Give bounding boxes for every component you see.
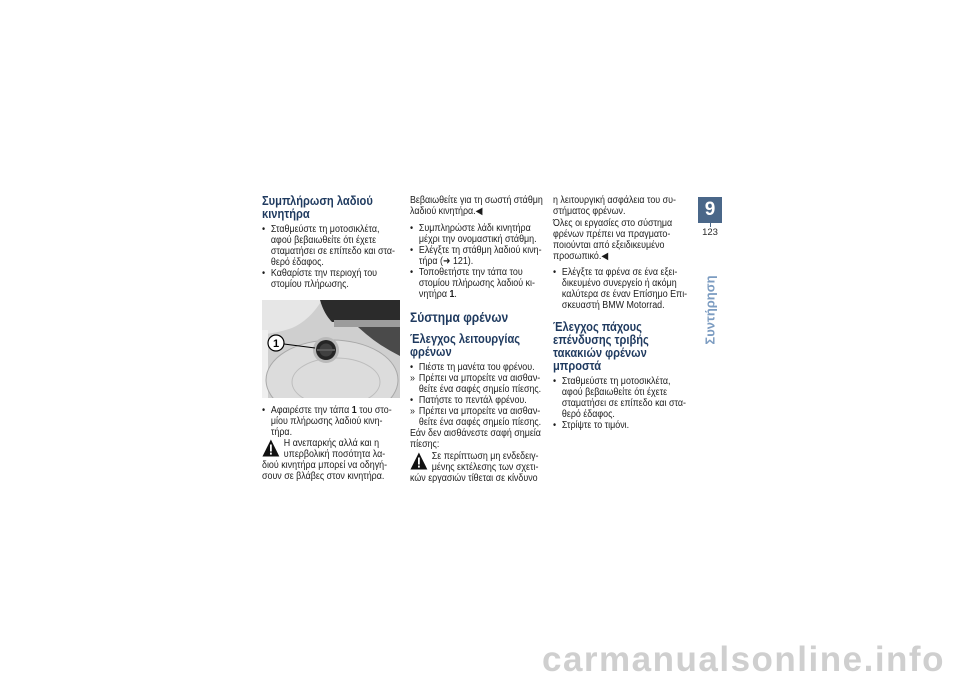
step-item: [410, 223, 552, 245]
cap-grip-slot: [317, 349, 335, 351]
oil-top-up-steps-after-warning: [410, 223, 552, 300]
text-segment: Αφαιρέστε την τάπα: [270, 405, 352, 416]
bullet-marker: •: [410, 267, 414, 278]
bullet-marker: •: [553, 420, 557, 431]
section-heading-line: φρένων: [410, 345, 452, 359]
text-line: τήρα.: [270, 427, 293, 438]
text-line: Στρίψτε το τιμόνι.: [561, 420, 630, 431]
bullet-marker: •: [262, 224, 266, 235]
chapter-number-tab: 9: [698, 197, 722, 223]
text-line: Ελέγξτε τα φρένα σε ένα εξει-: [561, 267, 678, 278]
step-item: [410, 362, 552, 373]
brake-work-warning-continued: [553, 195, 695, 217]
warning-icon: [410, 452, 428, 470]
warning-text-line: στήματος φρένων.: [553, 206, 626, 217]
brake-pad-check-steps: [553, 376, 695, 431]
text-line: αφού βεβαιωθείτε ότι έχετε: [561, 387, 668, 398]
warning-text-line: λαδιού κινητήρα.◀: [410, 206, 483, 217]
bullet-marker: •: [410, 245, 414, 256]
text-line: Πρέπει να μπορείτε να αισθαν-: [418, 406, 541, 417]
warning-text-line: προσωπικό.◀: [553, 251, 609, 262]
remove-cap-step: [262, 405, 404, 438]
step-item: [410, 267, 552, 300]
brake-work-warning: [410, 451, 552, 484]
bullet-marker: •: [553, 376, 557, 387]
section-heading-line: Έλεγχος λειτουργίας: [410, 332, 521, 346]
text-segment: νητήρα: [418, 289, 450, 300]
brakes-heading-block: [410, 310, 552, 326]
callout-label: 1: [272, 338, 280, 350]
text-line: τήρα (➜ 121).: [418, 256, 474, 267]
text-line: [419, 289, 553, 300]
text-line: Τοποθετήστε την τάπα του: [418, 267, 523, 278]
text-line: στομίου πλήρωσης λαδιού κι-: [418, 278, 535, 289]
section-heading-line: επένδυσης τριβής: [553, 333, 649, 347]
frame-shape: [320, 300, 400, 322]
bullet-marker: •: [553, 267, 557, 278]
warning-text-line: μένης εκτέλεσης των σχετι-: [431, 462, 539, 473]
warning-text-line: η λειτουργική ασφάλεια του συ-: [553, 195, 676, 206]
brake-function-check-steps: [410, 362, 552, 450]
bullet-marker: •: [410, 395, 414, 406]
warning-text-line: υπερβολική ποσότητα λα-: [283, 449, 386, 460]
brake-workshop-step: [553, 267, 695, 311]
step-item: [410, 245, 552, 267]
bullet-marker: •: [262, 268, 266, 279]
callout-reference: 1: [351, 405, 357, 416]
warning-text-line: διού κινητήρα μπορεί να οδηγή-: [262, 460, 388, 471]
page-number: 123: [702, 227, 718, 238]
step-item: [553, 420, 695, 431]
oil-level-warning-continued: [410, 195, 552, 217]
warning-text-line: Σε περίπτωση μη ενδεδειγ-: [431, 451, 539, 462]
warning-text-line: Η ανεπαρκής αλλά και η: [283, 438, 380, 449]
text-line: θερό έδαφος.: [561, 409, 615, 420]
text-line: αφού βεβαιωθείτε ότι έχετε: [270, 235, 377, 246]
text-line: στομίου πλήρωσης.: [270, 279, 349, 290]
text-line: μίου πλήρωσης λαδιού κινη-: [270, 416, 383, 427]
warning-text-line: ποιούνται από εξειδικευμένο: [553, 240, 665, 251]
section-heading-line: κινητήρα: [262, 207, 310, 221]
bullet-marker: •: [262, 405, 266, 416]
step-item: [553, 376, 695, 420]
section-heading-line: τακακιών φρένων: [553, 346, 647, 360]
brake-function-check-heading: [410, 333, 552, 359]
section-heading-line: μπροστά: [553, 359, 602, 373]
warning-text-line: Όλες οι εργασίες στο σύστημα: [553, 218, 673, 229]
text-line: Ελέγξτε τη στάθμη λαδιού κινη-: [418, 245, 542, 256]
text-line: θερό έδαφος.: [270, 257, 324, 268]
text-line: Πατήστε το πεντάλ φρένου.: [418, 395, 527, 406]
step-item: [262, 405, 404, 438]
chapter-section-heading: Σύστημα φρένων: [410, 310, 509, 325]
text-line: σταματήσει σε επίπεδο και στα-: [561, 398, 687, 409]
warning-text-line: κών εργασιών τίθεται σε κίνδυνο: [410, 473, 538, 484]
text-line: δικευμένο συνεργείο ή ακόμη: [561, 278, 677, 289]
text-line: σκευαστή BMW Motorrad.: [561, 300, 665, 311]
callout-reference: 1: [449, 289, 455, 300]
step-item: [410, 395, 552, 406]
result-marker: »: [410, 406, 415, 417]
text-line: Σταθμεύστε τη μοτοσικλέτα,: [561, 376, 671, 387]
engine-photo-drawing: [262, 300, 400, 398]
text-line: Σταθμεύστε τη μοτοσικλέτα,: [270, 224, 380, 235]
section-heading-line: Συμπλήρωση λαδιού: [262, 194, 373, 208]
warning-icon: [262, 439, 280, 457]
warning-text-line: σουν σε βλάβες στον κινητήρα.: [262, 471, 385, 482]
condition-text-line: Εάν δεν αισθάνεστε σαφή σημεία: [410, 428, 541, 439]
oil-top-up-heading: [262, 195, 404, 221]
result-item: [410, 406, 552, 428]
step-item: [262, 268, 404, 290]
text-line: σταματήσει σε επίπεδο και στα-: [270, 246, 396, 257]
step-item: [553, 267, 695, 311]
bullet-marker: •: [410, 362, 414, 373]
text-line: Συμπληρώστε λάδι κινητήρα: [418, 223, 531, 234]
engine-oil-filler-photo: [262, 300, 400, 398]
text-line: θείτε ένα σαφές σημείο πίεσης.: [418, 384, 542, 395]
text-segment: .: [454, 289, 457, 300]
warning-text-line: φρένων πρέπει να πραγματο-: [553, 229, 671, 240]
result-marker: »: [410, 373, 415, 384]
bracket-shape: [334, 320, 400, 327]
section-heading-line: Έλεγχος πάχους: [553, 320, 642, 334]
text-line: καλύτερα σε έναν Επίσημο Επι-: [561, 289, 688, 300]
text-line: θείτε ένα σαφές σημείο πίεσης.: [418, 417, 542, 428]
oil-level-warning: [262, 438, 404, 482]
text-line: Καθαρίστε την περιοχή του: [270, 268, 378, 279]
brake-pad-check-heading: [553, 321, 695, 373]
chapter-title-vertical: Συντήρηση: [702, 274, 718, 345]
text-line: Πιέστε τη μανέτα του φρένου.: [418, 362, 535, 373]
text-line: μέχρι την ονομαστική στάθμη.: [418, 234, 537, 245]
bullet-marker: •: [410, 223, 414, 234]
result-item: [410, 373, 552, 395]
step-item: [262, 224, 404, 268]
text-line: Πρέπει να μπορείτε να αισθαν-: [418, 373, 541, 384]
text-line: [271, 405, 405, 416]
brake-work-warning-note: [553, 218, 695, 262]
watermark: carmanualsonline.info: [542, 640, 945, 679]
text-segment: του στο-: [356, 405, 392, 416]
oil-top-up-steps-before-figure: [262, 224, 404, 290]
condition-text-line: πίεσης:: [410, 439, 440, 450]
warning-text-line: Βεβαιωθείτε για τη σωστή στάθμη: [410, 195, 543, 206]
